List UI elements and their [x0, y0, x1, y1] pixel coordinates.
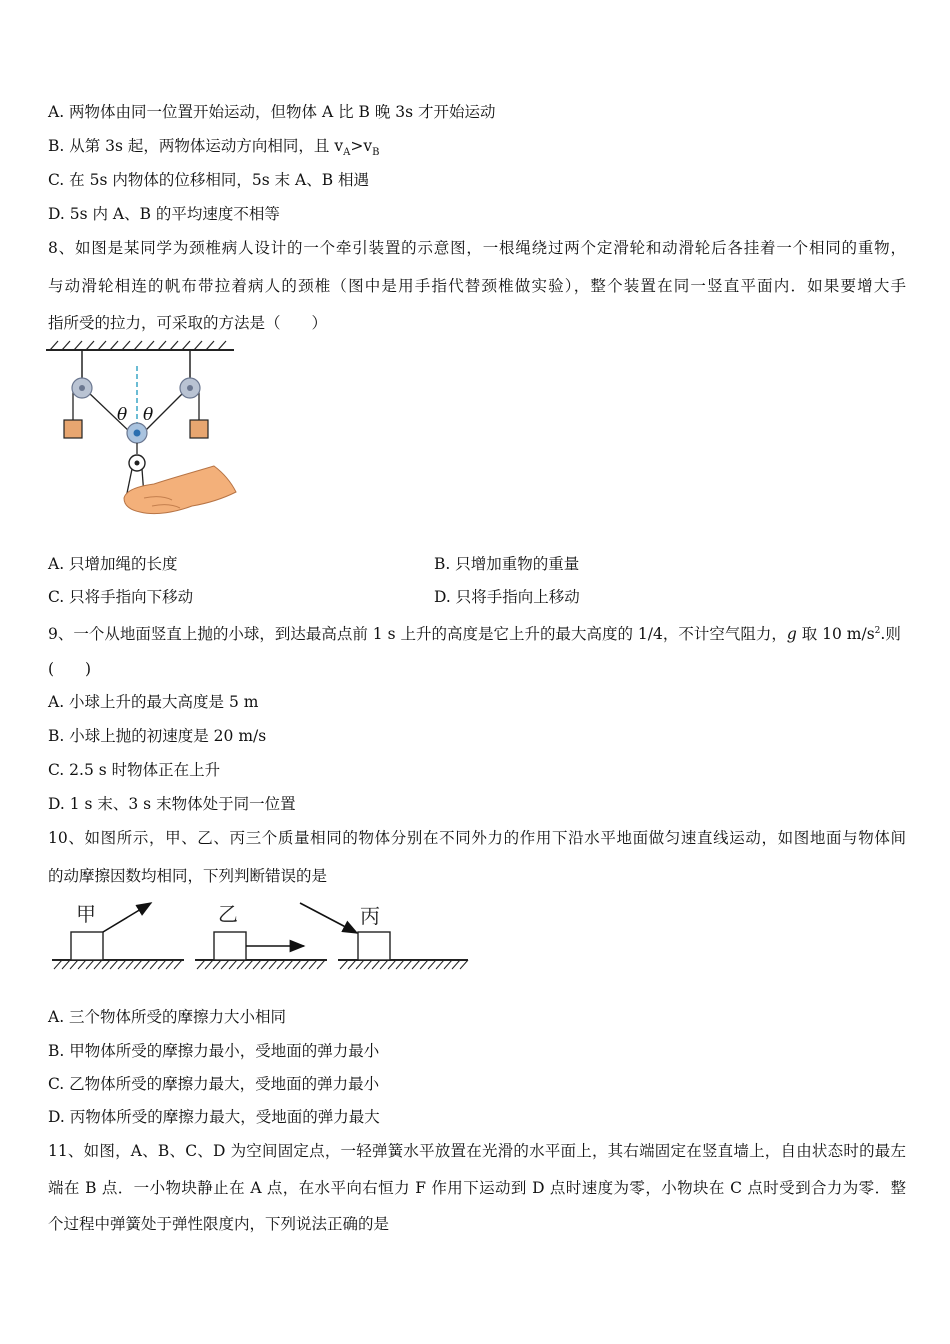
- q7-option-d: D. 5s 内 A、B 的平均速度不相等: [48, 205, 280, 223]
- q8-option-a: A. 只增加绳的长度: [48, 555, 178, 573]
- q8-stem-line1: 8、如图是某同学为颈椎病人设计的一个牵引装置的示意图，一根绳绕过两个定滑轮和动滑轮后各挂着一个相同的重物，: [48, 239, 906, 257]
- q7-option-c: C. 在 5s 内物体的位移相同，5s 末 A、B 相遇: [48, 171, 370, 189]
- label-yi: 乙: [218, 902, 238, 926]
- q8-stem-line2: 与动滑轮相连的帆布带拉着病人的颈椎（图中是用手指代替颈椎做实验），整个装置在同一竖直平面内．如果要增大手: [48, 277, 906, 295]
- block-yi: [214, 932, 246, 960]
- q7-option-b-sub-a: A: [343, 147, 351, 159]
- q9-stem-text-a: 9、一个从地面竖直上抛的小球，到达最高点前 1 s 上升的高度是它上升的最大高度的 1/4，不计空气阻力，: [48, 625, 787, 644]
- friction-blocks-diagram: [48, 895, 474, 977]
- q11-stem-line2: 端在 B 点．一小物块静止在 A 点，在水平向右恒力 F 作用下运动到 D 点时速度为零，小物块在 C 点时受到合力为零．整: [48, 1179, 906, 1197]
- q9-option-b: B. 小球上抛的初速度是 20 m/s: [48, 727, 267, 745]
- q10-option-b: B. 甲物体所受的摩擦力最小，受地面的弹力最小: [48, 1042, 380, 1060]
- q11-stem-line3: 个过程中弹簧处于弹性限度内，下列说法正确的是: [48, 1215, 390, 1233]
- q7-option-a: A. 两物体由同一位置开始运动，但物体 A 比 B 晚 3s 才开始运动: [48, 103, 496, 121]
- theta-left-label: θ: [117, 405, 128, 425]
- q9-g-symbol: g: [786, 625, 797, 644]
- hand-illustration: [124, 466, 236, 514]
- block-bing: [358, 932, 390, 960]
- q9-option-c: C. 2.5 s 时物体正在上升: [48, 761, 221, 779]
- q8-stem-line3: 指所受的拉力，可采取的方法是（ ）: [48, 314, 328, 332]
- q7-option-b-mid: >v: [350, 137, 373, 155]
- traction-device-diagram: [44, 340, 240, 518]
- q7-option-b-sub-b: B: [372, 147, 380, 159]
- q9-option-d: D. 1 s 末、3 s 末物体处于同一位置: [48, 795, 296, 813]
- q9-stem-line2: ( ): [48, 660, 92, 678]
- left-weight-block: [64, 420, 82, 438]
- q10-stem-line1: 10、如图所示，甲、乙、丙三个质量相同的物体分别在不同外力的作用下沿水平地面做匀速直线运动，如图地面与物体间: [48, 829, 906, 847]
- label-bing: 丙: [360, 904, 380, 928]
- block-jia: [71, 932, 103, 960]
- q7-option-b: [48, 136, 379, 163]
- q9-option-a: A. 小球上升的最大高度是 5 m: [48, 693, 259, 711]
- label-jia: 甲: [76, 902, 96, 926]
- q10-stem-line2: 的动摩擦因数均相同，下列判断错误的是: [48, 867, 328, 885]
- q10-option-a: A. 三个物体所受的摩擦力大小相同: [48, 1008, 287, 1026]
- force-arrow-jia: [103, 903, 151, 932]
- q9-stem-text-c: .则: [880, 625, 901, 644]
- theta-right-label: θ: [143, 405, 154, 425]
- q10-option-d: D. 丙物体所受的摩擦力最大，受地面的弹力最大: [48, 1108, 380, 1126]
- q9-sup-2: 2: [874, 626, 881, 636]
- q9-stem-text-b: 取 10 m/s: [796, 625, 875, 644]
- force-arrow-bing: [300, 903, 357, 933]
- q11-stem-line1: 11、如图，A、B、C、D 为空间固定点，一轻弹簧水平放置在光滑的水平面上，其右端固定在竖直墙上，自由状态时的最左: [48, 1142, 906, 1160]
- q10-option-c: C. 乙物体所受的摩擦力最大，受地面的弹力最小: [48, 1075, 380, 1093]
- q8-option-c: C. 只将手指向下移动: [48, 588, 194, 606]
- q8-option-d: D. 只将手指向上移动: [434, 588, 580, 606]
- q7-option-b-prefix: B. 从第 3s 起，两物体运动方向相同，且 v: [48, 137, 344, 155]
- q8-option-b: B. 只增加重物的重量: [434, 555, 580, 573]
- q9-stem-line1: [48, 621, 901, 644]
- right-weight-block: [190, 420, 208, 438]
